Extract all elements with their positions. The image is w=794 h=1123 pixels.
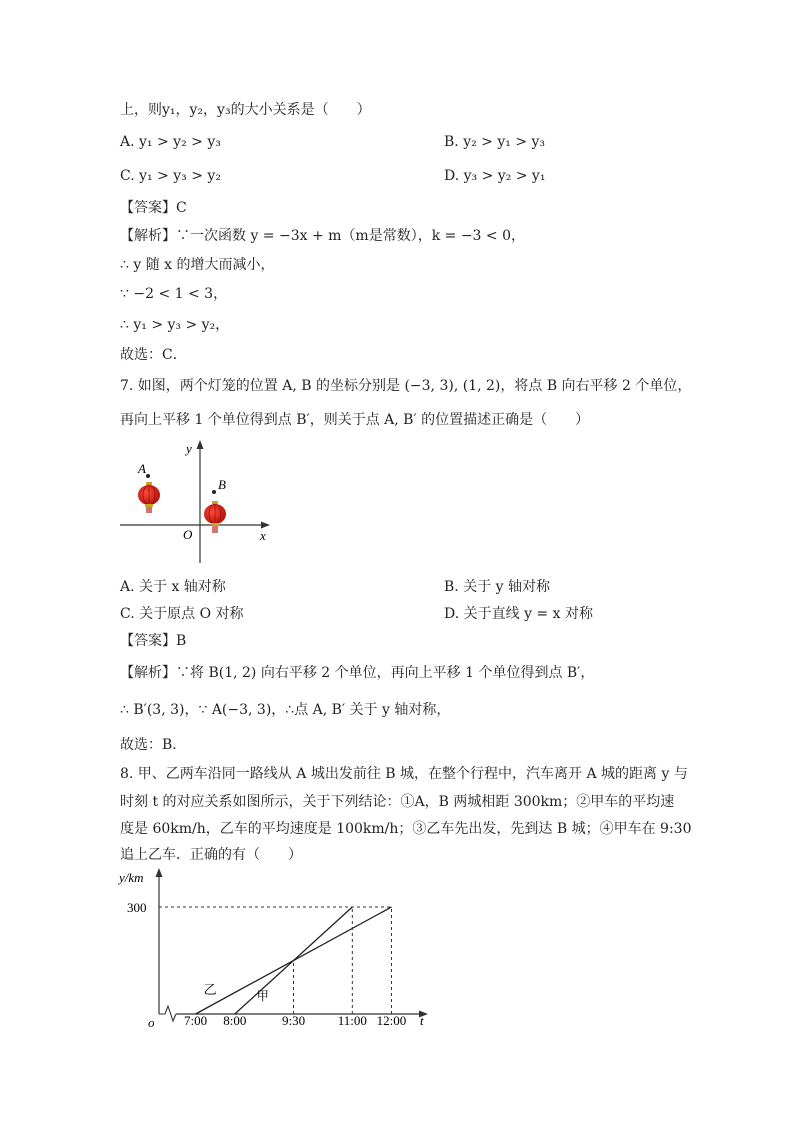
- q8-distance-time-chart: [115, 865, 445, 1030]
- q8-stem-line: 度是 60km/h，乙车的平均速度是 100km/h；③乙车先出发，先到达 B 城；④甲车在 9:30: [120, 821, 692, 837]
- origin-label: O: [183, 527, 193, 542]
- q7-stem-line: 再向上平移 1 个单位得到点 B′，则关于点 A, B′ 的位置描述正确是（ ）: [120, 412, 590, 428]
- x-axis-label: t: [420, 1013, 424, 1028]
- origin-label: o: [148, 1015, 155, 1030]
- q7-option-b: B. 关于 y 轴对称: [444, 579, 550, 595]
- point-b-label: B: [218, 477, 226, 492]
- q8-stem-line: 8. 甲、乙两车沿同一路线从 A 城出发前往 B 城，在整个行程中，汽车离开 A 城的距离 y 与: [120, 766, 688, 782]
- q6-option-b: B. y₂ > y₁ > y₃: [444, 134, 546, 150]
- x-tick-label: 11:00: [337, 1013, 367, 1028]
- q7-analysis-line: ∴ B′(3, 3)，∵ A(−3, 3)，∴点 A, B′ 关于 y 轴对称，: [120, 702, 451, 718]
- q6-analysis-line: 【解析】∵一次函数 y = −3x + m（m是常数），k = −3 < 0，: [120, 228, 525, 244]
- q6-option-d: D. y₃ > y₂ > y₁: [444, 168, 546, 184]
- x-tick-label: 8:00: [223, 1013, 247, 1028]
- x-tick-label: 7:00: [184, 1013, 208, 1028]
- q6-analysis-line: 故选：C．: [120, 347, 187, 363]
- q7-analysis-line: 故选：B．: [120, 737, 187, 753]
- q7-answer: 【答案】B: [120, 633, 187, 649]
- q6-analysis-line: ∵ −2 < 1 < 3，: [120, 286, 228, 302]
- point-b: [212, 490, 216, 494]
- point-a-label: A: [138, 461, 146, 476]
- q6-analysis-line: ∴ y 随 x 的增大而减小，: [120, 257, 275, 273]
- q6-option-a: A. y₁ > y₂ > y₃: [120, 134, 221, 150]
- q7-option-a: A. 关于 x 轴对称: [120, 579, 226, 595]
- x-tick-label: 12:00: [376, 1013, 407, 1028]
- lantern-b-icon: [204, 501, 226, 533]
- x-axis-label: x: [260, 528, 266, 543]
- q6-answer: 【答案】C: [120, 200, 187, 216]
- x-axis-break: [159, 1006, 176, 1021]
- q6-option-c: C. y₁ > y₃ > y₂: [120, 168, 221, 184]
- y-axis-label: y/km: [119, 870, 144, 885]
- q6-analysis-line: ∴ y₁ > y₃ > y₂，: [120, 317, 230, 333]
- series-label: 乙: [203, 982, 217, 997]
- q7-analysis-line: 【解析】∵将 B(1, 2) 向右平移 2 个单位，再向上平移 1 个单位得到点 B′，: [120, 665, 595, 681]
- series-label: 甲: [256, 989, 269, 1003]
- q7-coordinate-figure: [112, 435, 282, 570]
- lantern-a-icon: [138, 482, 160, 513]
- y-axis-arrow-icon: [156, 868, 163, 877]
- y-tick-label: 300: [127, 900, 147, 915]
- q7-option-d: D. 关于直线 y = x 对称: [444, 606, 593, 622]
- q7-stem-line: 7. 如图，两个灯笼的位置 A, B 的坐标分别是 (−3, 3), (1, 2)，将点 B 向右平移 2 个单位，: [120, 378, 692, 394]
- y-axis-arrow-icon: [197, 440, 204, 449]
- x-tick-label: 9:30: [281, 1013, 306, 1028]
- point-a: [146, 474, 150, 478]
- q6-stem-tail: 上，则y₁，y₂，y₃的大小关系是（ ）: [120, 102, 371, 118]
- y-axis-label: y: [186, 441, 192, 456]
- q7-option-c: C. 关于原点 O 对称: [120, 606, 244, 622]
- q8-stem-line: 时刻 t 的对应关系如图所示，关于下列结论：①A，B 两城相距 300km；②甲车的平均速: [120, 794, 675, 810]
- q8-stem-line: 追上乙车．正确的有（ ）: [120, 847, 302, 863]
